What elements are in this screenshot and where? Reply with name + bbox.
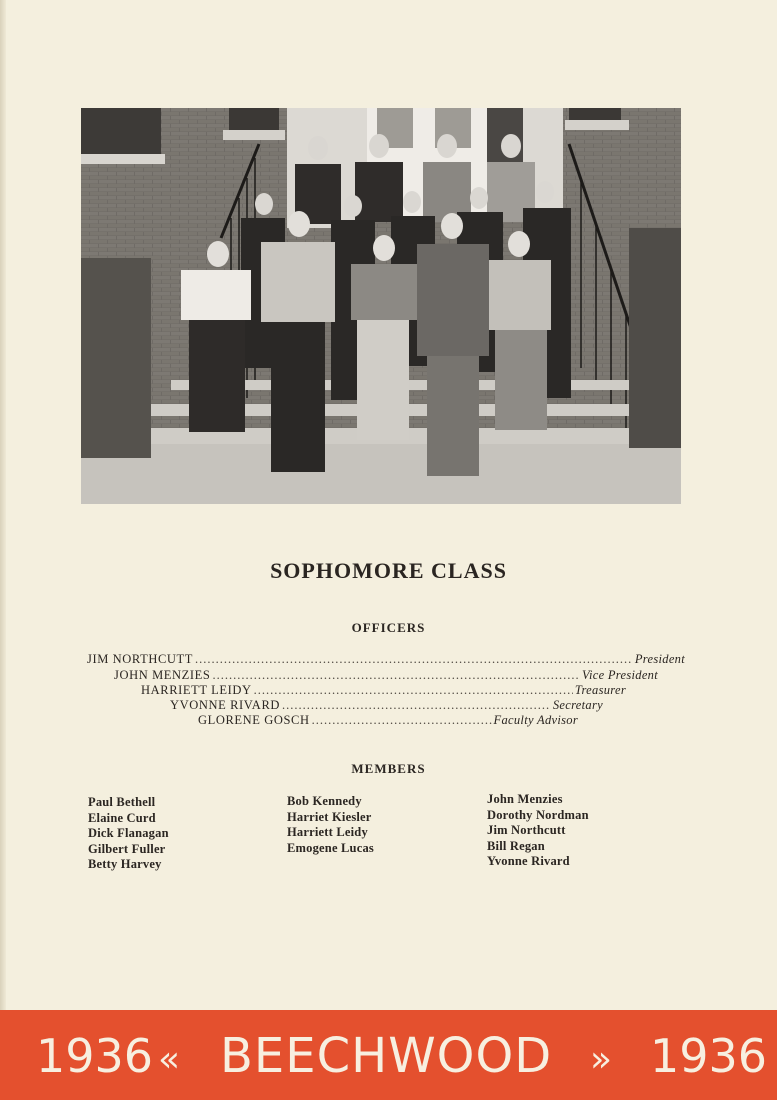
member-name: Paul Bethell [88,795,156,809]
member-name: Betty Harvey [88,857,162,871]
footer-close-mark: » [590,1039,613,1080]
member-name: Dorothy Nordman [487,807,589,822]
officer-row [141,683,626,699]
member-name: Bill Regan [487,838,545,853]
officer-name: JIM NORTHCUTT [87,652,194,666]
members-column-1 [88,795,169,873]
officer-role: Faculty Advisor [493,713,578,727]
leader-dots [212,668,580,683]
member-name: Elaine Curd [88,810,156,825]
footer-year-left: 1936 [36,1029,154,1083]
leader-dots [195,652,633,667]
officer-name: GLORENE GOSCH [198,713,310,727]
officer-role: President [634,652,685,666]
footer-banner [0,1010,777,1100]
page-binding-edge [0,0,6,1010]
member-name: Dick Flanagan [88,826,169,840]
officer-name: HARRIETT LEIDY [141,683,252,697]
officer-role: Treasurer [574,683,626,697]
member-name: Jim Northcutt [487,823,566,837]
officers-heading: OFFICERS [351,620,426,635]
member-name: Gilbert Fuller [88,841,166,856]
officer-row [114,668,658,684]
officer-row [198,713,578,729]
members-column-2 [287,794,374,856]
leader-dots [312,713,492,728]
officer-name: JOHN MENZIES [114,668,211,682]
member-name: Harriet Kiesler [287,809,372,824]
member-name: John Menzies [487,792,563,806]
member-name: Emogene Lucas [287,840,374,855]
leader-dots [254,683,573,698]
officer-row [170,698,603,714]
class-photo [81,108,681,504]
officer-name: YVONNE RIVARD [170,698,281,712]
footer-year-right: 1936 [650,1029,768,1083]
member-name: Yvonne Rivard [487,854,570,868]
members-heading: MEMBERS [351,761,426,776]
footer-open-mark: « [158,1039,181,1080]
member-name: Bob Kennedy [287,794,362,808]
leader-dots [282,698,551,713]
footer-yearbook-title: BEECHWOOD [220,1028,553,1084]
member-name: Harriett Leidy [287,825,368,839]
page-title: SOPHOMORE CLASS [270,558,507,583]
officer-row [87,652,685,668]
officer-role: Secretary [552,698,603,712]
members-column-3 [487,792,589,870]
officer-role: Vice President [581,668,658,682]
